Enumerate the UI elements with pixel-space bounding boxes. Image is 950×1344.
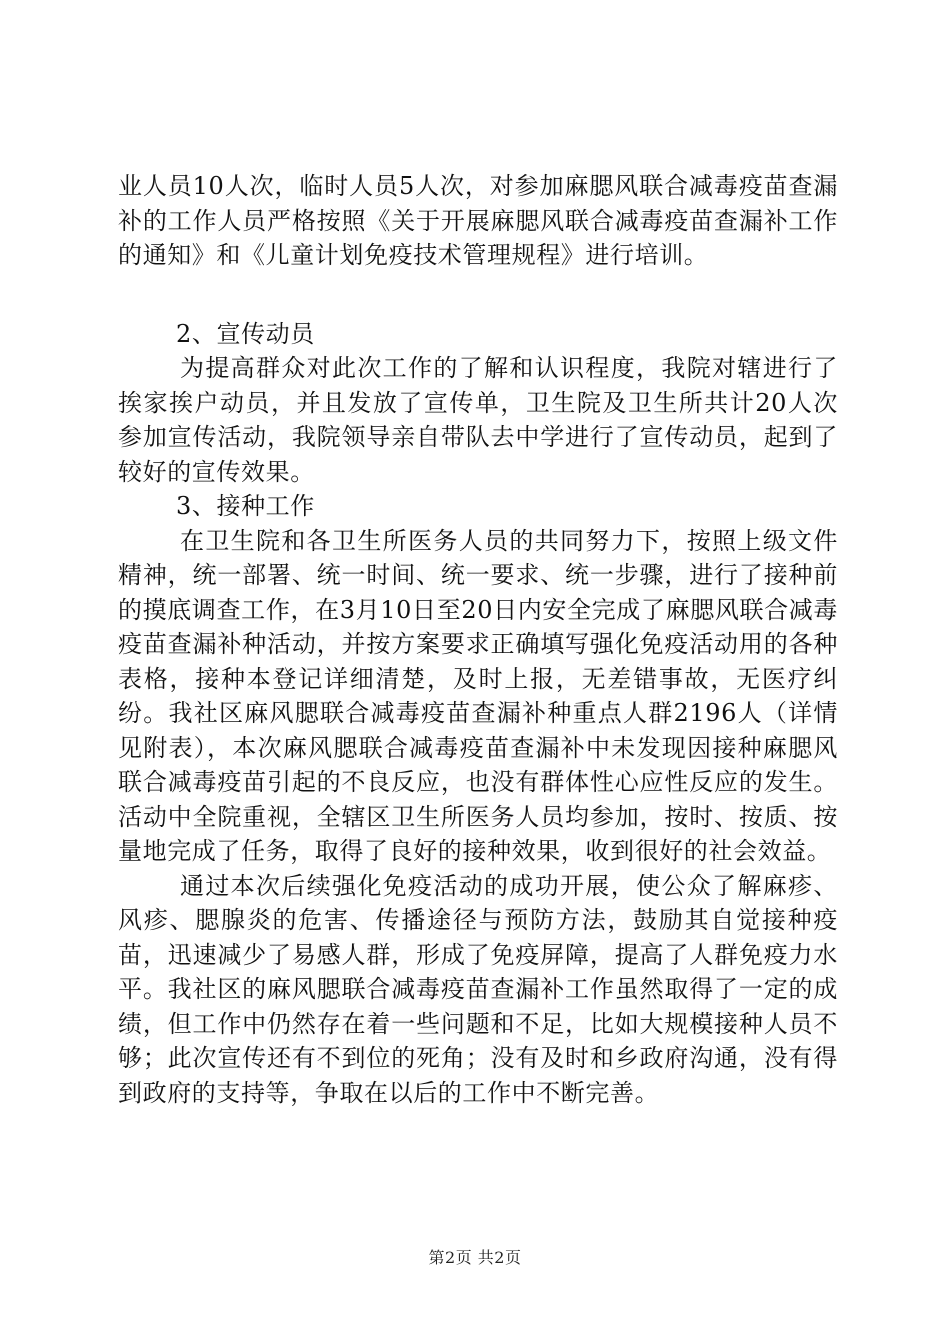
page-footer: 第2页 共2页 — [428, 1248, 522, 1267]
paragraph-vaccination: 在卫生院和各卫生所医务人员的共同努力下，按照上级文件精神，统一部署、统一时间、统一要求、统一步骤，进行了接种前的摸底调查工作，在3月10日至20日内安全完成了麻腮风联合减毒疫苗查漏补种活动，并按方案要求正确填写强化免疫活动用的各种表格，接种本登记详细清楚，及时上报，无差错事故，无医疗纠纷。我社区麻风腮联合减毒疫苗查漏补种重点人群2196人（详情见附表），本次麻风腮联合减毒疫苗查漏补中未发现因接种麻腮风联合减毒疫苗引起的不良反应，也没有群体性心应性反应的发生。活动中全院重视，全辖区卫生所医务人员均参加，按时、按质、按量地完成了任务，取得了良好的接种效果，收到很好的社会效益。 — [118, 526, 838, 865]
paragraph-spacer — [118, 273, 838, 317]
section-heading-publicity: 2、宣传动员 — [176, 319, 315, 348]
document-body — [118, 169, 838, 1110]
paragraph-summary: 通过本次后续强化免疫活动的成功开展，使公众了解麻疹、风疹、腮腺炎的危害、传播途径与预防方法，鼓励其自觉接种疫苗，迅速减少了易感人群，形成了免疫屏障，提高了人群免疫力水平。我社区的麻风腮联合减毒疫苗查漏补工作虽然取得了一定的成绩，但工作中仍然存在着一些问题和不足，比如大规模接种人员不够；此次宣传还有不到位的死角；没有及时和乡政府沟通，没有得到政府的支持等，争取在以后的工作中不断完善。 — [118, 871, 838, 1107]
section-heading-vaccination: 3、接种工作 — [176, 492, 315, 520]
paragraph-publicity: 为提高群众对此次工作的了解和认识程度，我院对辖进行了挨家挨户动员，并且发放了宣传单，卫生院及卫生所共计20人次参加宣传活动，我院领导亲自带队去中学进行了宣传动员，起到了较好的宣传效果。 — [118, 354, 838, 486]
paragraph-training: 业人员10人次，临时人员5人次，对参加麻腮风联合减毒疫苗查漏补的工作人员严格按照《关于开展麻腮风联合减毒疫苗查漏补工作的通知》和《儿童计划免疫技术管理规程》进行培训。 — [118, 172, 838, 269]
